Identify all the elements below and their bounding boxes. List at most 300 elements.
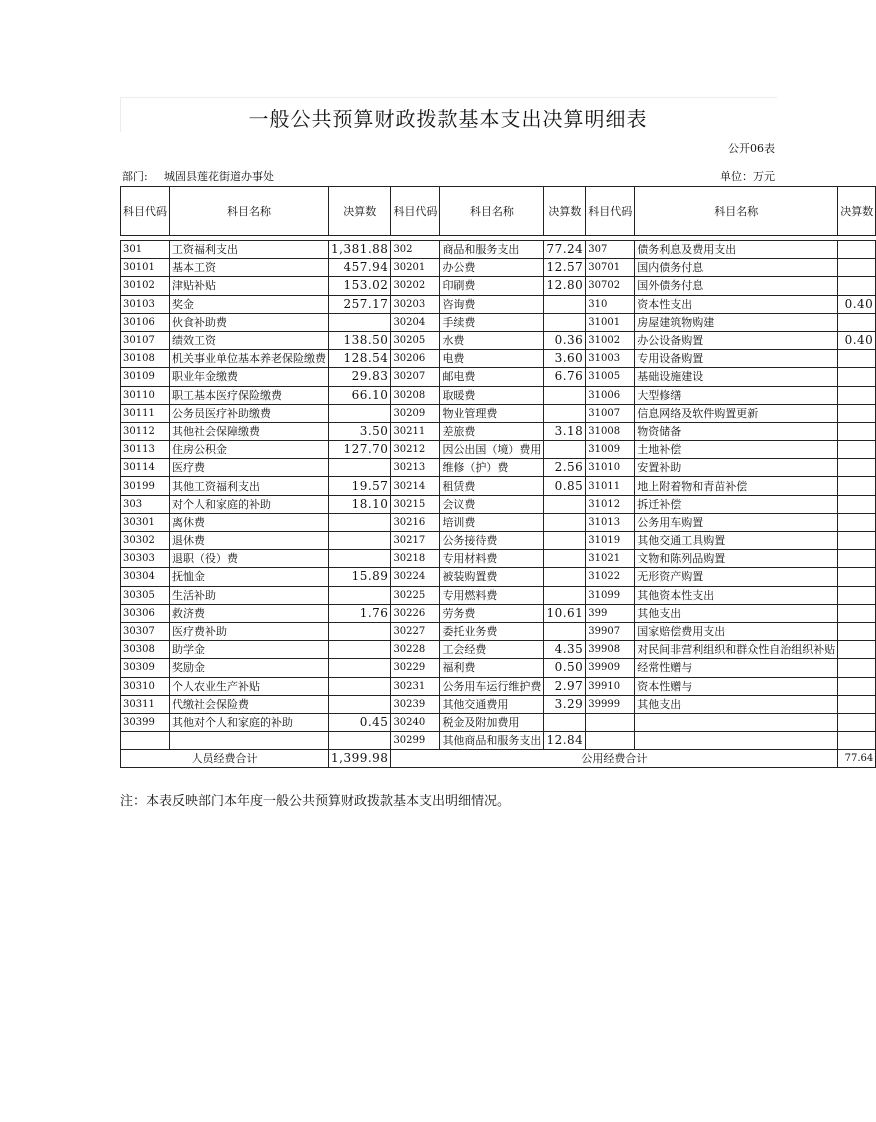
subject-name: 职业年金缴费 bbox=[170, 368, 329, 386]
unit-label: 单位：万元 bbox=[720, 170, 775, 183]
subject-code: 30199 bbox=[121, 477, 170, 495]
subject-code: 30110 bbox=[121, 386, 170, 404]
subject-name: 其他交通费用 bbox=[440, 695, 544, 713]
subject-name: 委托业务费 bbox=[440, 622, 544, 640]
subject-code: 39908 bbox=[586, 641, 635, 659]
subject-name: 国外债务付息 bbox=[635, 277, 838, 295]
subject-name: 手续费 bbox=[440, 313, 544, 331]
amount: 138.50 bbox=[329, 331, 391, 349]
amount: 12.57 bbox=[544, 259, 586, 277]
subject-code: 30211 bbox=[391, 422, 440, 440]
subject-code: 30308 bbox=[121, 641, 170, 659]
subject-code: 30203 bbox=[391, 295, 440, 313]
amount bbox=[544, 386, 586, 404]
subject-name: 退职（役）费 bbox=[170, 550, 329, 568]
amount: 3.60 bbox=[544, 350, 586, 368]
subject-code: 30702 bbox=[586, 277, 635, 295]
subject-code: 31008 bbox=[586, 422, 635, 440]
subject-name: 医疗费 bbox=[170, 459, 329, 477]
subject-code: 30108 bbox=[121, 350, 170, 368]
amount: 4.35 bbox=[544, 641, 586, 659]
table-row bbox=[121, 331, 876, 349]
subject-name: 文物和陈列品购置 bbox=[635, 550, 838, 568]
subject-code bbox=[586, 713, 635, 731]
amount: 1.76 bbox=[329, 604, 391, 622]
table-row bbox=[121, 477, 876, 495]
subject-code: 30240 bbox=[391, 713, 440, 731]
subject-name bbox=[635, 732, 838, 750]
table-row bbox=[121, 586, 876, 604]
subject-name: 印刷费 bbox=[440, 277, 544, 295]
amount bbox=[544, 404, 586, 422]
department-label: 部门: bbox=[122, 170, 148, 183]
subject-code: 30113 bbox=[121, 441, 170, 459]
amount bbox=[838, 368, 876, 386]
subject-name: 劳务费 bbox=[440, 604, 544, 622]
subject-code: 30206 bbox=[391, 350, 440, 368]
amount: 12.84 bbox=[544, 732, 586, 750]
table-row bbox=[121, 641, 876, 659]
subject-code: 31007 bbox=[586, 404, 635, 422]
subject-name: 奖励金 bbox=[170, 659, 329, 677]
subject-name: 离休费 bbox=[170, 513, 329, 531]
table-row bbox=[121, 241, 876, 259]
subject-name: 水费 bbox=[440, 331, 544, 349]
amount bbox=[544, 513, 586, 531]
amount: 127.70 bbox=[329, 441, 391, 459]
subject-name: 其他对个人和家庭的补助 bbox=[170, 713, 329, 731]
subject-code: 30228 bbox=[391, 641, 440, 659]
amount: 15.89 bbox=[329, 568, 391, 586]
subject-name bbox=[635, 713, 838, 731]
header-cell: 科目代码 bbox=[586, 187, 635, 236]
subject-code: 30213 bbox=[391, 459, 440, 477]
table-row bbox=[121, 732, 876, 750]
amount: 0.40 bbox=[838, 295, 876, 313]
table-row bbox=[121, 422, 876, 440]
subject-name: 助学金 bbox=[170, 641, 329, 659]
expenditure-table bbox=[120, 186, 876, 768]
subject-name: 其他工资福利支出 bbox=[170, 477, 329, 495]
table-body bbox=[121, 187, 876, 768]
amount: 10.61 bbox=[544, 604, 586, 622]
subject-name: 拆迁补偿 bbox=[635, 495, 838, 513]
subject-name: 公务员医疗补助缴费 bbox=[170, 404, 329, 422]
table-row bbox=[121, 659, 876, 677]
subject-name: 生活补助 bbox=[170, 586, 329, 604]
amount: 29.83 bbox=[329, 368, 391, 386]
subject-code: 39909 bbox=[586, 659, 635, 677]
amount bbox=[329, 459, 391, 477]
table-row bbox=[121, 604, 876, 622]
subject-code: 30114 bbox=[121, 459, 170, 477]
table-row bbox=[121, 495, 876, 513]
subject-name: 绩效工资 bbox=[170, 331, 329, 349]
amount bbox=[329, 532, 391, 550]
subject-code: 30207 bbox=[391, 368, 440, 386]
header-row bbox=[121, 187, 876, 236]
subject-name: 无形资产购置 bbox=[635, 568, 838, 586]
subject-name: 国家赔偿费用支出 bbox=[635, 622, 838, 640]
subject-name: 救济费 bbox=[170, 604, 329, 622]
subject-name: 资本性支出 bbox=[635, 295, 838, 313]
table-row bbox=[121, 368, 876, 386]
table-row bbox=[121, 350, 876, 368]
amount bbox=[838, 459, 876, 477]
subject-name: 津贴补贴 bbox=[170, 277, 329, 295]
subject-code: 30239 bbox=[391, 695, 440, 713]
subject-code: 303 bbox=[121, 495, 170, 513]
amount bbox=[838, 586, 876, 604]
subject-code: 31099 bbox=[586, 586, 635, 604]
subject-name: 对个人和家庭的补助 bbox=[170, 495, 329, 513]
amount bbox=[544, 532, 586, 550]
subject-name: 对民间非营利组织和群众性自治组织补贴 bbox=[635, 641, 838, 659]
subject-code: 30112 bbox=[121, 422, 170, 440]
header-cell: 科目代码 bbox=[121, 187, 170, 236]
subject-name: 维修（护）费 bbox=[440, 459, 544, 477]
amount: 19.57 bbox=[329, 477, 391, 495]
table-row bbox=[121, 677, 876, 695]
amount: 1,381.88 bbox=[329, 241, 391, 259]
subject-name: 办公设备购置 bbox=[635, 331, 838, 349]
subject-code: 31019 bbox=[586, 532, 635, 550]
amount: 12.80 bbox=[544, 277, 586, 295]
amount bbox=[329, 659, 391, 677]
subject-code: 30226 bbox=[391, 604, 440, 622]
amount bbox=[544, 550, 586, 568]
amount bbox=[329, 513, 391, 531]
amount: 2.97 bbox=[544, 677, 586, 695]
amount bbox=[838, 677, 876, 695]
subject-name: 职工基本医疗保险缴费 bbox=[170, 386, 329, 404]
amount bbox=[544, 441, 586, 459]
subject-code: 30212 bbox=[391, 441, 440, 459]
subject-name: 国内债务付息 bbox=[635, 259, 838, 277]
subject-code: 30701 bbox=[586, 259, 635, 277]
amount bbox=[544, 713, 586, 731]
subject-code: 30111 bbox=[121, 404, 170, 422]
subject-code: 310 bbox=[586, 295, 635, 313]
subject-code: 30218 bbox=[391, 550, 440, 568]
subject-code: 31003 bbox=[586, 350, 635, 368]
subject-code: 30208 bbox=[391, 386, 440, 404]
amount bbox=[838, 604, 876, 622]
amount: 257.17 bbox=[329, 295, 391, 313]
subject-code: 31013 bbox=[586, 513, 635, 531]
subject-code: 30101 bbox=[121, 259, 170, 277]
table-row bbox=[121, 568, 876, 586]
subject-code: 31002 bbox=[586, 331, 635, 349]
subject-name: 其他商品和服务支出 bbox=[440, 732, 544, 750]
amount: 3.29 bbox=[544, 695, 586, 713]
header-cell: 科目名称 bbox=[170, 187, 329, 236]
table-row bbox=[121, 404, 876, 422]
amount bbox=[544, 586, 586, 604]
subject-name: 培训费 bbox=[440, 513, 544, 531]
subject-name: 基础设施建设 bbox=[635, 368, 838, 386]
subject-name: 公务用车运行维护费 bbox=[440, 677, 544, 695]
amount bbox=[329, 695, 391, 713]
amount bbox=[329, 641, 391, 659]
amount bbox=[329, 622, 391, 640]
amount bbox=[544, 622, 586, 640]
amount bbox=[838, 732, 876, 750]
amount: 0.50 bbox=[544, 659, 586, 677]
subject-name: 安置补助 bbox=[635, 459, 838, 477]
amount bbox=[838, 404, 876, 422]
public-total-label: 公用经费合计 bbox=[391, 750, 838, 768]
subject-code: 30225 bbox=[391, 586, 440, 604]
subject-code bbox=[121, 732, 170, 750]
amount bbox=[838, 386, 876, 404]
table-row bbox=[121, 259, 876, 277]
subject-name: 邮电费 bbox=[440, 368, 544, 386]
amount: 0.85 bbox=[544, 477, 586, 495]
subject-code: 30102 bbox=[121, 277, 170, 295]
table-row bbox=[121, 513, 876, 531]
subject-name: 电费 bbox=[440, 350, 544, 368]
subject-code: 30299 bbox=[391, 732, 440, 750]
amount bbox=[329, 732, 391, 750]
subject-name: 个人农业生产补贴 bbox=[170, 677, 329, 695]
subject-code: 30107 bbox=[121, 331, 170, 349]
subject-code: 30216 bbox=[391, 513, 440, 531]
subject-code: 399 bbox=[586, 604, 635, 622]
subject-code: 30304 bbox=[121, 568, 170, 586]
header-cell: 决算数 bbox=[329, 187, 391, 236]
amount bbox=[838, 241, 876, 259]
subject-code: 31011 bbox=[586, 477, 635, 495]
amount bbox=[329, 586, 391, 604]
amount: 18.10 bbox=[329, 495, 391, 513]
subject-code: 30214 bbox=[391, 477, 440, 495]
amount bbox=[838, 277, 876, 295]
subject-name bbox=[170, 732, 329, 750]
subject-code: 30205 bbox=[391, 331, 440, 349]
subject-code: 30311 bbox=[121, 695, 170, 713]
subject-code: 31006 bbox=[586, 386, 635, 404]
subject-name: 租赁费 bbox=[440, 477, 544, 495]
personnel-total-amount: 1,399.98 bbox=[329, 750, 391, 768]
subject-code: 30306 bbox=[121, 604, 170, 622]
subject-name: 专用设备购置 bbox=[635, 350, 838, 368]
subject-name: 其他支出 bbox=[635, 695, 838, 713]
subject-name: 基本工资 bbox=[170, 259, 329, 277]
subject-name: 地上附着物和青苗补偿 bbox=[635, 477, 838, 495]
subject-code: 39910 bbox=[586, 677, 635, 695]
amount: 3.18 bbox=[544, 422, 586, 440]
personnel-total-label: 人员经费合计 bbox=[121, 750, 329, 768]
amount bbox=[838, 422, 876, 440]
subject-code: 30109 bbox=[121, 368, 170, 386]
subject-name: 代缴社会保险费 bbox=[170, 695, 329, 713]
subject-name: 税金及附加费用 bbox=[440, 713, 544, 731]
subject-code: 30303 bbox=[121, 550, 170, 568]
amount bbox=[329, 550, 391, 568]
footnote: 注：本表反映部门本年度一般公共预算财政拨款基本支出明细情况。 bbox=[120, 794, 511, 809]
subject-name: 房屋建筑物购建 bbox=[635, 313, 838, 331]
public-total-amount: 77.64 bbox=[838, 750, 876, 768]
table-row bbox=[121, 713, 876, 731]
form-number: 公开06表 bbox=[728, 142, 775, 155]
amount bbox=[838, 713, 876, 731]
subject-name: 办公费 bbox=[440, 259, 544, 277]
subject-name: 咨询费 bbox=[440, 295, 544, 313]
subject-code: 30227 bbox=[391, 622, 440, 640]
amount: 2.56 bbox=[544, 459, 586, 477]
amount: 0.40 bbox=[838, 331, 876, 349]
subject-code: 30310 bbox=[121, 677, 170, 695]
amount bbox=[838, 550, 876, 568]
subject-code: 39907 bbox=[586, 622, 635, 640]
amount bbox=[544, 313, 586, 331]
subject-name: 工资福利支出 bbox=[170, 241, 329, 259]
amount: 457.94 bbox=[329, 259, 391, 277]
subject-code: 30217 bbox=[391, 532, 440, 550]
table-row bbox=[121, 459, 876, 477]
subject-name: 福利费 bbox=[440, 659, 544, 677]
amount bbox=[329, 313, 391, 331]
table-row bbox=[121, 313, 876, 331]
subject-code: 30399 bbox=[121, 713, 170, 731]
amount bbox=[544, 295, 586, 313]
amount: 153.02 bbox=[329, 277, 391, 295]
table-row bbox=[121, 441, 876, 459]
amount: 0.45 bbox=[329, 713, 391, 731]
amount bbox=[838, 313, 876, 331]
subject-name: 专用燃料费 bbox=[440, 586, 544, 604]
subject-code: 31009 bbox=[586, 441, 635, 459]
amount bbox=[838, 695, 876, 713]
subject-name: 土地补偿 bbox=[635, 441, 838, 459]
subject-name: 其他社会保障缴费 bbox=[170, 422, 329, 440]
subject-name: 住房公积金 bbox=[170, 441, 329, 459]
amount bbox=[329, 404, 391, 422]
amount bbox=[838, 477, 876, 495]
subject-name: 其他交通工具购置 bbox=[635, 532, 838, 550]
subject-code: 30305 bbox=[121, 586, 170, 604]
subject-name: 会议费 bbox=[440, 495, 544, 513]
subject-name: 经常性赠与 bbox=[635, 659, 838, 677]
amount: 128.54 bbox=[329, 350, 391, 368]
table-row bbox=[121, 295, 876, 313]
amount bbox=[838, 495, 876, 513]
table-row bbox=[121, 695, 876, 713]
department bbox=[122, 168, 274, 184]
department-name: 城固县莲花街道办事处 bbox=[164, 170, 274, 183]
subject-name: 大型修缮 bbox=[635, 386, 838, 404]
subject-name: 医疗费补助 bbox=[170, 622, 329, 640]
subject-code: 30209 bbox=[391, 404, 440, 422]
subject-code: 301 bbox=[121, 241, 170, 259]
table-row bbox=[121, 622, 876, 640]
subject-name: 因公出国（境）费用 bbox=[440, 441, 544, 459]
header-cell: 决算数 bbox=[544, 187, 586, 236]
subject-name: 差旅费 bbox=[440, 422, 544, 440]
subject-name: 商品和服务支出 bbox=[440, 241, 544, 259]
subject-code bbox=[586, 732, 635, 750]
amount: 0.36 bbox=[544, 331, 586, 349]
amount bbox=[544, 495, 586, 513]
subject-code: 31001 bbox=[586, 313, 635, 331]
subject-name: 抚恤金 bbox=[170, 568, 329, 586]
amount bbox=[838, 350, 876, 368]
subject-code: 302 bbox=[391, 241, 440, 259]
subject-name: 专用材料费 bbox=[440, 550, 544, 568]
subject-name: 物资储备 bbox=[635, 422, 838, 440]
subject-name: 机关事业单位基本养老保险缴费 bbox=[170, 350, 329, 368]
amount bbox=[838, 659, 876, 677]
amount: 6.76 bbox=[544, 368, 586, 386]
amount: 77.24 bbox=[544, 241, 586, 259]
amount bbox=[838, 568, 876, 586]
table-row bbox=[121, 386, 876, 404]
table-row bbox=[121, 550, 876, 568]
amount bbox=[838, 513, 876, 531]
subject-name: 其他支出 bbox=[635, 604, 838, 622]
header-cell: 科目代码 bbox=[391, 187, 440, 236]
subject-name: 取暖费 bbox=[440, 386, 544, 404]
subject-code: 30215 bbox=[391, 495, 440, 513]
subject-name: 资本性赠与 bbox=[635, 677, 838, 695]
amount: 66.10 bbox=[329, 386, 391, 404]
amount bbox=[838, 441, 876, 459]
header-cell: 科目名称 bbox=[635, 187, 838, 236]
table-row bbox=[121, 277, 876, 295]
subject-name: 物业管理费 bbox=[440, 404, 544, 422]
subject-name: 奖金 bbox=[170, 295, 329, 313]
subject-code: 30103 bbox=[121, 295, 170, 313]
subject-code: 31005 bbox=[586, 368, 635, 386]
totals-row bbox=[121, 750, 876, 768]
subject-code: 31022 bbox=[586, 568, 635, 586]
subject-code: 30224 bbox=[391, 568, 440, 586]
page-title: 一般公共预算财政拨款基本支出决算明细表 bbox=[248, 107, 648, 131]
subject-code: 30309 bbox=[121, 659, 170, 677]
subject-name: 公务用车购置 bbox=[635, 513, 838, 531]
subject-name: 公务接待费 bbox=[440, 532, 544, 550]
subject-code: 31012 bbox=[586, 495, 635, 513]
subject-name: 其他资本性支出 bbox=[635, 586, 838, 604]
subject-code: 30231 bbox=[391, 677, 440, 695]
subject-name: 被装购置费 bbox=[440, 568, 544, 586]
amount bbox=[838, 641, 876, 659]
subject-name: 工会经费 bbox=[440, 641, 544, 659]
subject-code: 30307 bbox=[121, 622, 170, 640]
subject-code: 30106 bbox=[121, 313, 170, 331]
subject-code: 30301 bbox=[121, 513, 170, 531]
subject-name: 债务利息及费用支出 bbox=[635, 241, 838, 259]
amount bbox=[838, 259, 876, 277]
amount bbox=[838, 622, 876, 640]
subject-code: 307 bbox=[586, 241, 635, 259]
subject-code: 30302 bbox=[121, 532, 170, 550]
subject-code: 30202 bbox=[391, 277, 440, 295]
header-cell: 决算数 bbox=[838, 187, 876, 236]
subject-code: 31021 bbox=[586, 550, 635, 568]
subject-name: 伙食补助费 bbox=[170, 313, 329, 331]
table-row bbox=[121, 532, 876, 550]
amount bbox=[329, 677, 391, 695]
amount: 3.50 bbox=[329, 422, 391, 440]
subject-code: 30201 bbox=[391, 259, 440, 277]
subject-code: 30204 bbox=[391, 313, 440, 331]
header-cell: 科目名称 bbox=[440, 187, 544, 236]
subject-code: 39999 bbox=[586, 695, 635, 713]
subject-name: 退休费 bbox=[170, 532, 329, 550]
amount bbox=[838, 532, 876, 550]
